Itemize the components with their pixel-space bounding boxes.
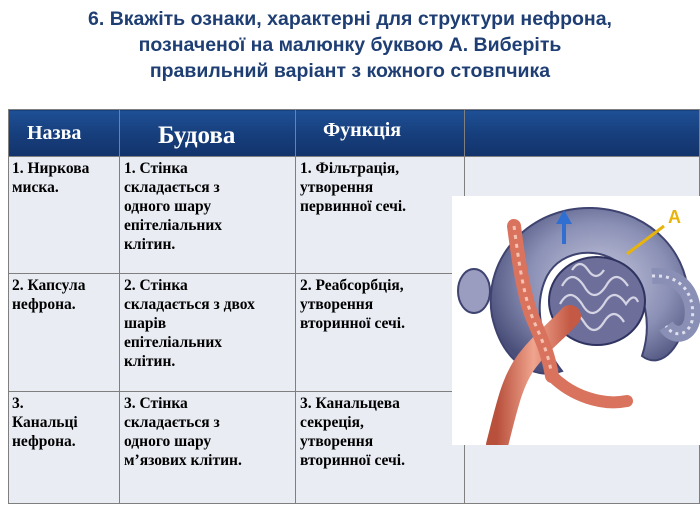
question-line-2: позначеної на малюнку буквою А. Виберіть [138,34,562,56]
question-line-1: 6. Вкажіть ознаки, характерні для структури нефрона, [88,8,612,30]
nephron-illustration [452,196,700,445]
header-function: Функція [296,110,465,157]
question-line-3: правильний варіант з кожного стовпчика [149,60,551,82]
name-cell-3[interactable]: 3. Канальці нефрона. [9,392,120,504]
header-row [9,110,700,157]
header-name: Назва [9,110,120,157]
structure-cell-3[interactable]: 3. Стінка складається з одного шару м’язових клітин. [120,392,296,504]
figure-label-a: А [668,207,681,227]
function-cell-2[interactable]: 2. Реабсорбція, утворення вторинної сечі. [296,274,465,392]
name-cell-1[interactable]: 1. Ниркова миска. [9,157,120,274]
structure-cell-1[interactable]: 1. Стінка складається з одного шару епітеліальних клітин. [120,157,296,274]
structure-cell-2[interactable]: 2. Стінка складається з двох шарів епітеліальних клітин. [120,274,296,392]
function-cell-1[interactable]: 1. Фільтрація, утворення первинної сечі. [296,157,465,274]
question-title [0,6,700,84]
function-cell-3[interactable]: 3. Канальцева секреція, утворення вторинної сечі. [296,392,465,504]
name-cell-2[interactable]: 2. Капсула нефрона. [9,274,120,392]
header-structure: Будова [120,110,296,157]
header-empty [465,110,700,157]
